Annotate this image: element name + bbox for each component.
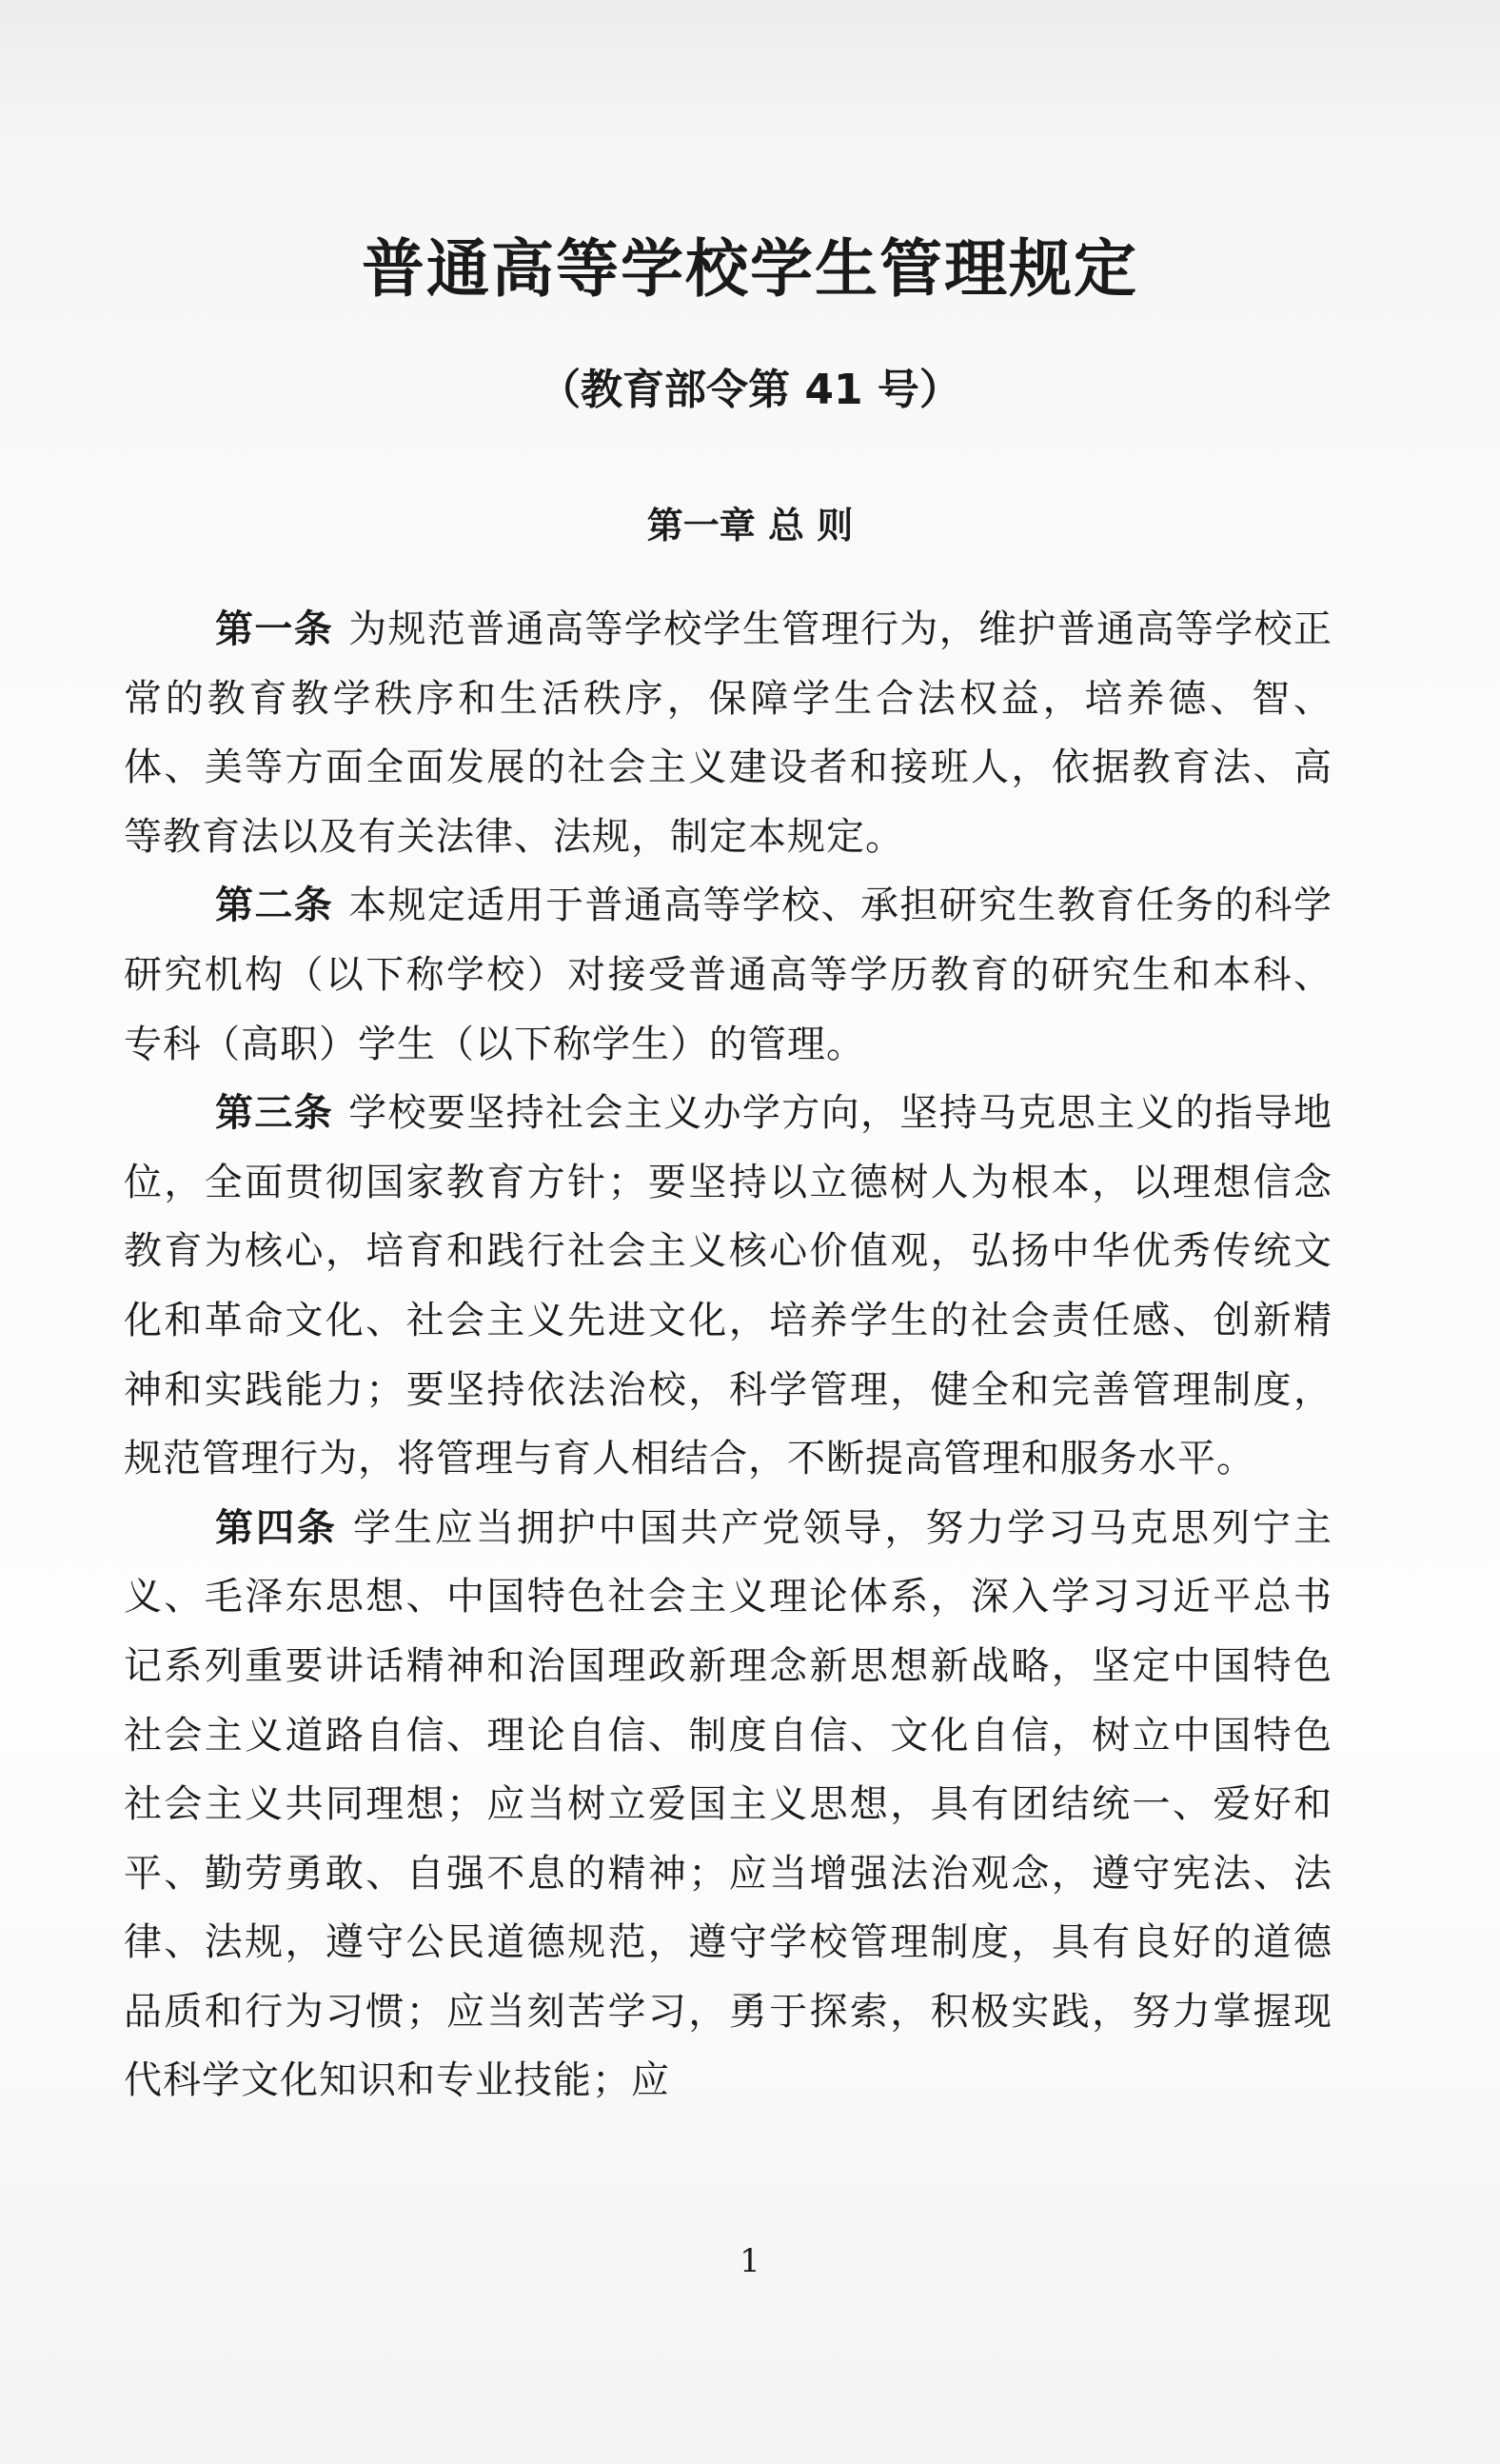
article-3 [124,1079,1332,1494]
article-4 [124,1494,1332,2116]
article-1 [124,595,1332,871]
article-number: 第二条 [215,884,334,928]
article-text: 本规定适用于普通高等学校、承担研究生教育任务的科学研究机构（以下称学校）对接受普通高等学历教育的研究生和本科、专科（高职）学生（以下称学生）的管理。 [124,884,1333,1066]
document-title: 普通高等学校学生管理规定 [362,232,1138,306]
document-subtitle: （教育部令第 41 号） [539,366,961,414]
chapter-heading: 第一章 总 则 [646,505,854,546]
article-number: 第四条 [215,1505,338,1550]
article-2 [124,871,1332,1079]
page-number: 1 [740,2242,760,2280]
article-number: 第一条 [215,607,334,651]
article-number: 第三条 [215,1091,334,1136]
article-text: 学生应当拥护中国共产党领导，努力学习马克思列宁主义、毛泽东思想、中国特色社会主义理论体系，深入学习习近平总书记系列重要讲话精神和治国理政新理念新思想新战略，坚定中国特色社会主义道路自信、理论自信、制度自信、文化自信，树立中国特色社会主义共同理想；应当树立爱国主义思想，具有团结统一、爱好和平、勤劳勇敢、自强不息的精神；应当增强法治观念，遵守宪法、法律、法规，遵守公民道德规范，遵守学校管理制度，具有良好的道德品质和行为习惯；应当刻苦学习，勇于探索，积极实践，努力掌握现代科学文化知识和专业技能；应 [124,1505,1333,2103]
document-body [124,595,1332,2116]
article-text: 学校要坚持社会主义办学方向，坚持马克思主义的指导地位，全面贯彻国家教育方针；要坚持以立德树人为根本，以理想信念教育为核心，培育和践行社会主义核心价值观，弘扬中华优秀传统文化和革命文化、社会主义先进文化，培养学生的社会责任感、创新精神和实践能力；要坚持依法治校，科学管理，健全和完善管理制度，规范管理行为，将管理与育人相结合，不断提高管理和服务水平。 [124,1091,1333,1481]
article-text: 为规范普通高等学校学生管理行为，维护普通高等学校正常的教育教学秩序和生活秩序，保障学生合法权益，培养德、智、体、美等方面全面发展的社会主义建设者和接班人，依据教育法、高等教育法以及有关法律、法规，制定本规定。 [124,607,1333,859]
